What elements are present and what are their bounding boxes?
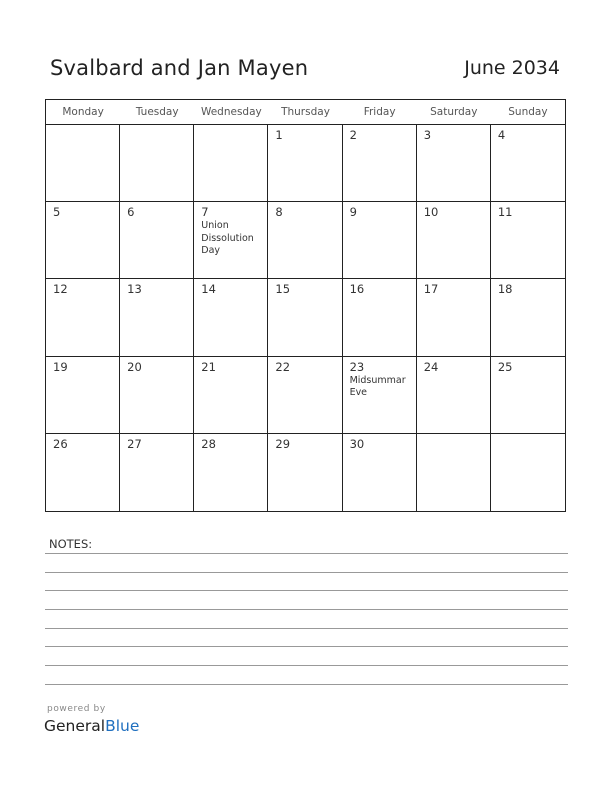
day-number: 4 (497, 128, 506, 142)
day-cell (194, 357, 268, 434)
holiday-label: Midsummar Eve (349, 374, 406, 399)
day-cell (46, 279, 120, 356)
weekday-label: Sunday (508, 106, 548, 118)
day-cell (268, 125, 342, 202)
calendar-grid (45, 99, 566, 512)
day-cell (46, 434, 120, 511)
day-number: 30 (349, 436, 365, 451)
calendar-title: Svalbard and Jan Mayen (50, 56, 309, 80)
day-cell (120, 202, 194, 279)
notes-label: NOTES: (49, 537, 93, 551)
day-cell (417, 434, 491, 511)
weekday-header-row (46, 100, 565, 125)
day-number: 7 (201, 205, 209, 220)
day-number: 9 (349, 205, 357, 220)
notes-line (45, 572, 568, 573)
day-number: 28 (201, 436, 216, 451)
day-cell (417, 202, 491, 279)
day-number: 12 (53, 282, 68, 297)
brand-blue: Blue (105, 717, 140, 735)
day-cell (491, 357, 565, 434)
day-cell (46, 125, 120, 202)
day-cell (46, 202, 120, 279)
day-cell (120, 434, 194, 511)
day-number: 13 (127, 282, 142, 297)
day-number: 14 (201, 282, 216, 297)
day-number: 17 (423, 282, 439, 297)
day-cell (194, 279, 268, 356)
weekday-label: Thursday (281, 106, 330, 118)
day-number: 26 (53, 436, 68, 451)
day-number: 22 (275, 359, 291, 374)
day-number: 18 (497, 282, 513, 297)
day-number: 20 (127, 359, 142, 374)
day-cell (120, 125, 194, 202)
day-number: 24 (423, 359, 439, 374)
day-number: 15 (275, 282, 291, 297)
day-cell (268, 434, 342, 511)
powered-by-label: powered by (47, 704, 106, 714)
day-cell (343, 202, 417, 279)
day-cell (268, 202, 342, 279)
day-cell (46, 357, 120, 434)
day-cell (194, 202, 268, 279)
day-number: 21 (201, 359, 216, 374)
day-cell (491, 279, 565, 356)
day-cell (343, 434, 417, 511)
day-number: 5 (53, 205, 61, 220)
day-cell (417, 357, 491, 434)
notes-line (45, 646, 568, 647)
day-cell (491, 125, 565, 202)
day-number: 1 (275, 128, 283, 142)
notes-line (45, 684, 568, 685)
weekday-label: Tuesday (135, 106, 179, 118)
day-number: 29 (275, 436, 291, 451)
month-year-label: June 2034 (464, 57, 560, 79)
day-cell (417, 125, 491, 202)
day-cell (120, 357, 194, 434)
day-cell (268, 357, 342, 434)
day-cell (194, 434, 268, 511)
day-number: 27 (127, 436, 142, 451)
day-number: 25 (497, 359, 513, 374)
day-number: 16 (349, 282, 365, 297)
weekday-label: Wednesday (200, 106, 262, 118)
weekday-label: Monday (62, 106, 104, 118)
day-cell (343, 279, 417, 356)
day-cell (491, 202, 565, 279)
weekday-label: Friday (363, 106, 396, 118)
day-number: 8 (275, 205, 283, 220)
day-cell (491, 434, 565, 511)
day-number: 23 (349, 359, 365, 374)
day-cell (343, 357, 417, 434)
generalblue-logo (44, 717, 139, 735)
day-cell (120, 279, 194, 356)
day-number: 11 (497, 205, 513, 220)
notes-line (45, 553, 568, 554)
day-number: 10 (423, 205, 439, 220)
notes-line (45, 665, 568, 666)
brand-general: General (44, 717, 106, 735)
holiday-label: Union Dissolution Day (201, 220, 254, 257)
weekday-label: Saturday (430, 106, 478, 118)
day-number: 6 (127, 205, 135, 220)
day-cell (343, 125, 417, 202)
day-number: 19 (53, 359, 68, 374)
day-cell (417, 279, 491, 356)
notes-line (45, 628, 568, 629)
day-cells (46, 125, 565, 511)
day-number: 3 (423, 128, 432, 142)
notes-line (45, 590, 568, 591)
day-number: 2 (349, 128, 357, 142)
day-cell (194, 125, 268, 202)
notes-line (45, 609, 568, 610)
day-cell (268, 279, 342, 356)
